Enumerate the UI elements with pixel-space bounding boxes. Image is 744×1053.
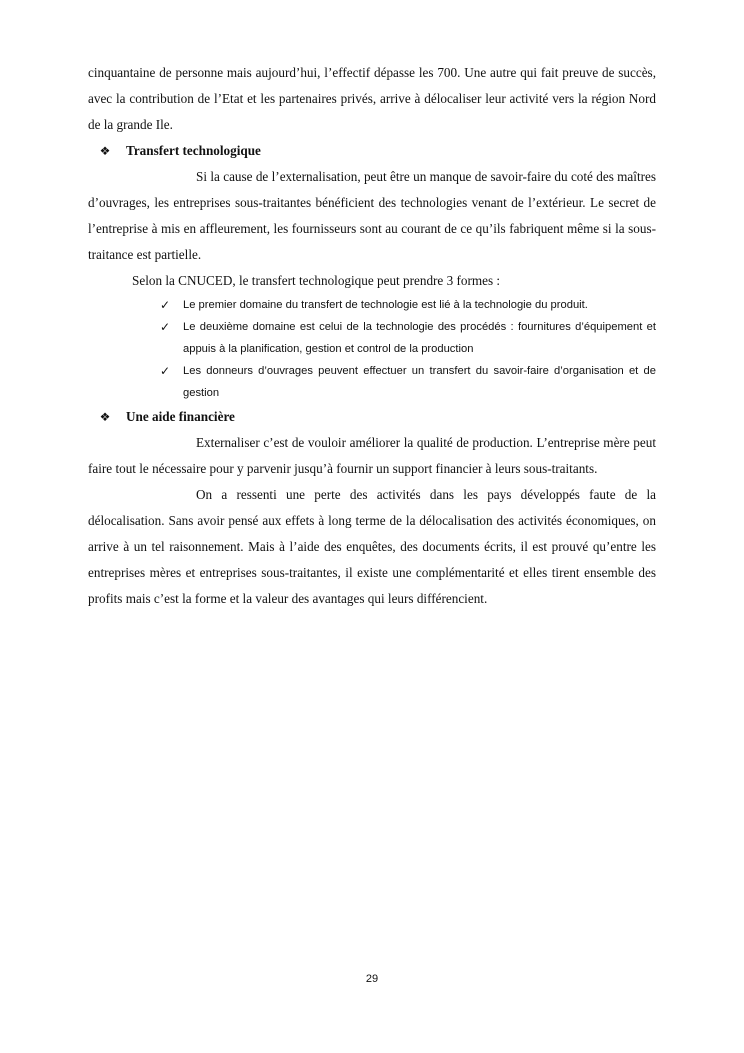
list-item-text: Le deuxième domaine est celui de la technologie des procédés : fournitures d’équipement et appuis à la planification, gestion et control de la production <box>183 321 656 355</box>
list-item <box>160 360 656 404</box>
heading-text: Transfert technologique <box>126 143 261 158</box>
tech-paragraph: Si la cause de l’externalisation, peut être un manque de savoir-faire du coté des maîtres d’ouvrages, les entreprises sous-traitantes bénéficient des technologies venant de l’extérieur. Le secret de l’entreprise à mis en affleurement, les fournisseurs sont au courant de ce qu’ils fabriquent même si la sous-traitance est partielle. <box>88 169 656 262</box>
check-list <box>88 294 656 404</box>
document-page <box>88 60 656 612</box>
list-item <box>160 294 656 316</box>
diamond-bullet-icon: ❖ <box>99 144 111 158</box>
list-item-text: Le premier domaine du transfert de technologie est lié à la technologie du produit. <box>183 299 588 311</box>
page-number: 29 <box>365 973 379 985</box>
aide-paragraph-2: On a ressenti une perte des activités dans les pays développés faute de la délocalisation. Sans avoir pensé aux effets à long terme de la délocalisation des activités économiques, on arrive à un tel raisonnement. Mais à l’aide des enquêtes, des documents écrits, il est prouvé qu’entre les entreprises mères et entreprises sous-traitantes, il existe une complémentarité et elles tirent ensemble des profits mais c’est la forme et la valeur des avantages qui leurs différencient. <box>88 487 656 606</box>
check-icon: ✓ <box>160 364 171 378</box>
intro-paragraph: cinquantaine de personne mais aujourd’hui, l’effectif dépasse les 700. Une autre qui fait preuve de succès, avec la contribution de l’Etat et les partenaires privés, arrive à délocaliser leur activité vers la région Nord de la grande Ile. <box>88 65 656 132</box>
cnuced-paragraph: Selon la CNUCED, le transfert technologique peut prendre 3 formes : <box>132 273 501 288</box>
aide-paragraph-1: Externaliser c’est de vouloir améliorer la qualité de production. L’entreprise mère peut faire tout le nécessaire pour y parvenir jusqu’à fournir un support financier à leurs sous-traitants. <box>88 435 656 476</box>
diamond-bullet-icon: ❖ <box>99 410 111 424</box>
heading-text: Une aide financière <box>126 409 235 424</box>
heading-transfert-technologique <box>88 138 656 164</box>
check-icon: ✓ <box>160 298 171 312</box>
list-item-text: Les donneurs d’ouvrages peuvent effectuer un transfert du savoir-faire d’organisation et de gestion <box>183 365 656 399</box>
list-item <box>160 316 656 360</box>
check-icon: ✓ <box>160 320 171 334</box>
heading-aide-financiere <box>88 404 656 430</box>
